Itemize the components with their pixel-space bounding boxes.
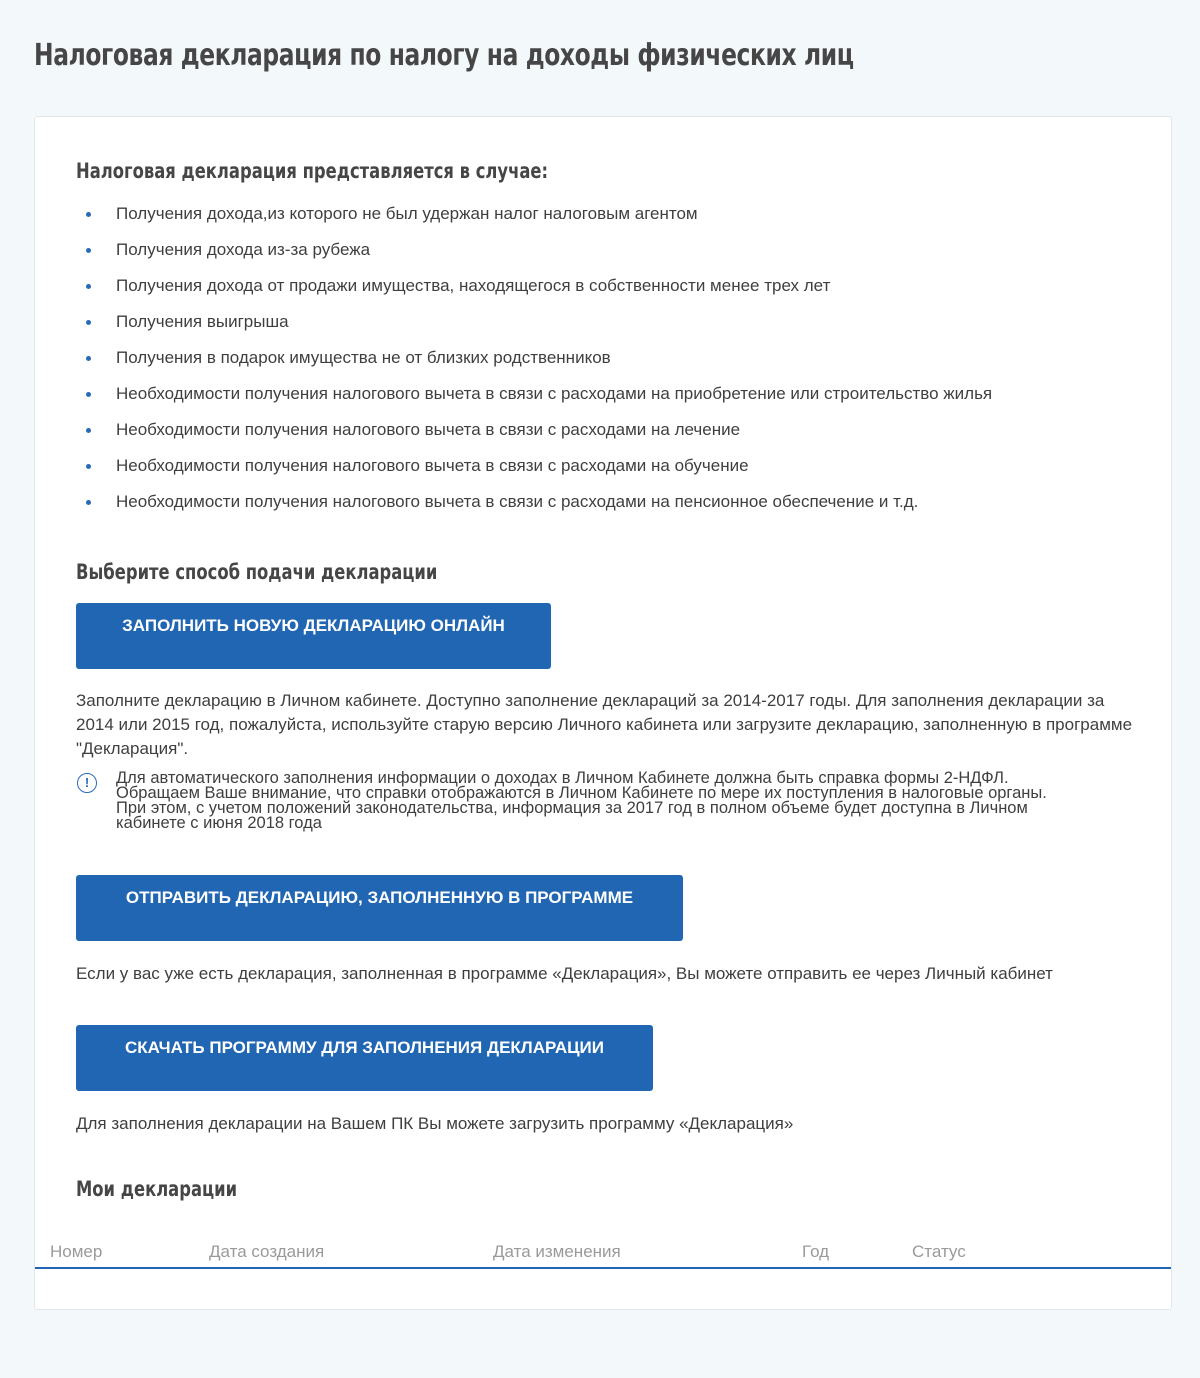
bullet-icon — [86, 428, 91, 433]
column-header-status[interactable]: Статус — [912, 1242, 966, 1261]
declarations-table-header — [35, 1229, 1171, 1269]
column-header-number[interactable]: Номер — [50, 1242, 103, 1261]
download-description: Для заполнения декларации на Вашем ПК Вы можете загрузить программу «Декларация» — [76, 1114, 794, 1133]
list-item: Получения выигрыша — [76, 311, 992, 347]
bullet-icon — [86, 320, 91, 325]
list-item: Получения дохода из-за рубежа — [76, 239, 992, 275]
column-header-created[interactable]: Дата создания — [209, 1242, 325, 1261]
send-declaration-button[interactable]: ОТПРАВИТЬ ДЕКЛАРАЦИЮ, ЗАПОЛНЕННУЮ В ПРОГРАММЕ — [76, 875, 683, 941]
bullet-icon — [86, 284, 91, 289]
bullet-icon — [86, 212, 91, 217]
list-item: Получения в подарок имущества не от близких родственников — [76, 347, 992, 383]
send-description: Если у вас уже есть декларация, заполненная в программе «Декларация», Вы можете отправить ее через Личный кабинет — [76, 964, 1053, 983]
info-icon: ! — [77, 773, 97, 793]
bullet-icon — [86, 464, 91, 469]
list-item: Необходимости получения налогового вычета в связи с расходами на приобретение или строительство жилья — [76, 383, 992, 419]
bullet-icon — [86, 356, 91, 361]
list-item: Получения дохода от продажи имущества, находящегося в собственности менее трех лет — [76, 275, 992, 311]
column-header-year[interactable]: Год — [802, 1242, 830, 1261]
list-item: Необходимости получения налогового вычета в связи с расходами на лечение — [76, 419, 992, 455]
list-item: Получения дохода,из которого не был удержан налог налоговым агентом — [76, 203, 992, 239]
method-title: Выберите способ подачи декларации — [76, 560, 438, 584]
notice — [76, 771, 1156, 831]
notice-text: Для автоматического заполнения информации о доходах в Личном Кабинете должна быть справка формы 2-НДФЛ. Обращаем Ваше внимание, что справки отображаются в Личном Кабинете по мере их поступления в налоговые органы. При этом, с учетом положений законодательства, информация за 2017 год в полном объеме будет доступна в Личном кабинете с июня 2018 года — [116, 769, 1047, 832]
declaration-card — [34, 116, 1172, 1310]
bullet-icon — [86, 500, 91, 505]
bullet-icon — [86, 392, 91, 397]
my-declarations-title: Мои декларации — [76, 1177, 238, 1201]
list-item: Необходимости получения налогового вычета в связи с расходами на обучение — [76, 455, 992, 491]
page-title: Налоговая декларация по налогу на доходы физических лиц — [34, 38, 854, 73]
column-header-modified[interactable]: Дата изменения — [493, 1242, 621, 1261]
download-program-button[interactable]: СКАЧАТЬ ПРОГРАММУ ДЛЯ ЗАПОЛНЕНИЯ ДЕКЛАРАЦИИ — [76, 1025, 653, 1091]
cases-list — [76, 203, 992, 527]
cases-title: Налоговая декларация представляется в случае: — [76, 159, 549, 183]
online-description: Заполните декларацию в Личном кабинете. Доступно заполнение деклараций за 2014-2017 годы. Для заполнения декларации за 2014 или 2015 год, пожалуйста, используйте старую версию Личного кабинета или загрузите декларацию, заполненную в программе "Декларация". — [76, 691, 1133, 758]
list-item: Необходимости получения налогового вычета в связи с расходами на пенсионное обеспечение и т.д. — [76, 491, 992, 527]
fill-online-button[interactable]: ЗАПОЛНИТЬ НОВУЮ ДЕКЛАРАЦИЮ ОНЛАЙН — [76, 603, 551, 669]
bullet-icon — [86, 248, 91, 253]
